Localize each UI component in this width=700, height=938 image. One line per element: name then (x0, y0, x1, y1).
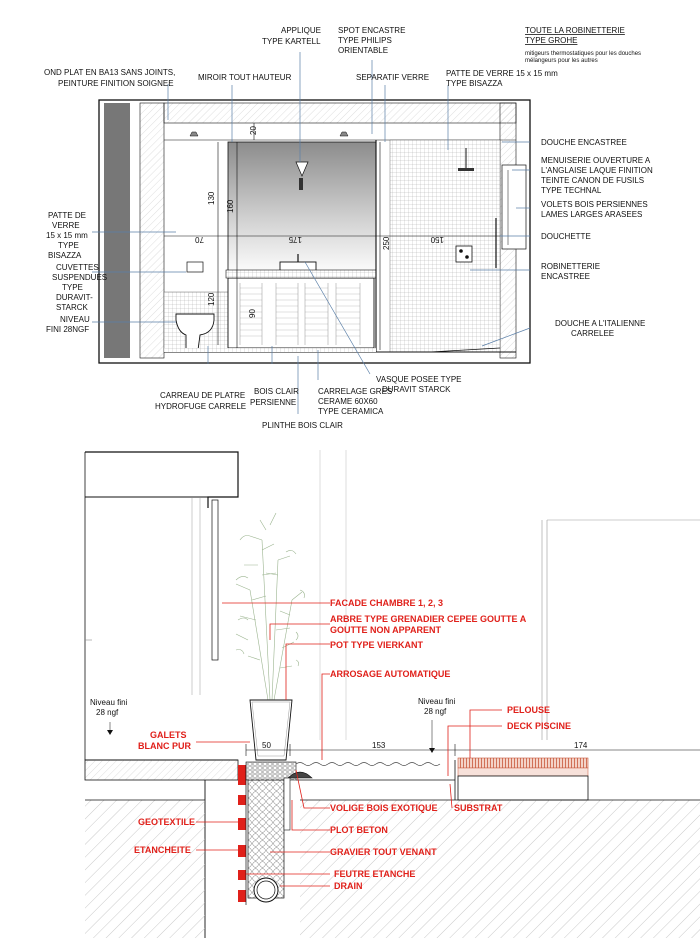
label-feutre: FEUTRE ETANCHE (334, 869, 416, 879)
label-etancheite: ETANCHEITE (134, 845, 191, 855)
dim-130: 130 (207, 191, 216, 205)
left-wall-section (104, 103, 130, 358)
dim-70: 70 (195, 235, 204, 244)
dim-153: 153 (372, 741, 386, 750)
label-miroir: MIROIR TOUT HAUTEUR (198, 73, 292, 82)
label-volets: VOLETS BOIS PERSIENNES LAMES LARGES ARASEES (541, 200, 648, 219)
label-gravier: GRAVIER TOUT VENANT (330, 847, 437, 857)
countertop (226, 270, 376, 278)
waterproof-membrane (238, 765, 246, 902)
label-robinetterie-encastree: ROBINETTERIE ENCASTREE (541, 262, 601, 281)
dim-174: 174 (574, 741, 588, 750)
label-drain: DRAIN (334, 881, 363, 891)
label-pot: POT TYPE VIERKANT (330, 640, 424, 650)
label-carreau: CARREAU DE PLATRE HYDROFUGE CARRELE (155, 391, 247, 411)
dim-160: 160 (226, 199, 235, 213)
label-facade: FACADE CHAMBRE 1, 2, 3 (330, 598, 444, 608)
label-vasque: VASQUE POSEE TYPE DURAVIT STARCK (376, 375, 462, 394)
wall-light-bulb (299, 178, 303, 190)
pomegranate-tree (236, 513, 305, 700)
label-menuiserie: MENUISERIE OUVERTURE A L'ANGLAISE LAQUE FINITION TEINTE CANON DE FUSILS TYPE TECHNAL (541, 156, 653, 195)
label-patte-top: PATTE DE VERRE 15 x 15 mm TYPE BISAZZA (446, 69, 558, 88)
dim-120: 120 (207, 292, 216, 306)
label-volige: VOLIGE BOIS EXOTIQUE (330, 803, 438, 813)
ceiling-slab (164, 103, 516, 123)
left-wall-hatch (140, 103, 164, 358)
label-plafond: OND PLAT EN BA13 SANS JOINTS, PEINTURE FINITION SOIGNEE (44, 68, 176, 88)
label-bois-clair: BOIS CLAIR PERSIENNE (250, 387, 299, 407)
label-plot: PLOT BETON (330, 825, 388, 835)
terrace-slab (85, 760, 238, 780)
flush-plate (187, 262, 203, 272)
drain-pipe (254, 878, 278, 902)
label-galets: GALETS BLANC PUR (138, 730, 191, 751)
label-cuvettes: CUVETTES SUSPENDUES TYPE DURAVIT-STARCK (52, 263, 108, 312)
label-douchette: DOUCHETTE (541, 232, 591, 241)
label-applique: APPLIQUE TYPE KARTELL (262, 26, 322, 46)
label-pelouse: PELOUSE (507, 705, 551, 715)
label-substrat: SUBSTRAT (454, 803, 503, 813)
label-separatif: SEPARATIF VERRE (356, 73, 430, 82)
terrace-section (85, 450, 700, 938)
pool-deck (458, 776, 588, 800)
lawn-strip (458, 758, 588, 768)
label-arbre: ARBRE TYPE GRENADIER CEPEE GOUTTE A GOUTTE NON APPARENT (330, 614, 527, 635)
window-opening (502, 165, 526, 249)
label-robinetterie-title: TOUTE LA ROBINETTERIE TYPE GROHE (525, 26, 625, 45)
label-arrosage: ARROSAGE AUTOMATIQUE (330, 669, 451, 679)
shower-mixer-icon (456, 246, 472, 262)
label-plinthe: PLINTHE BOIS CLAIR (262, 421, 343, 430)
dim-250: 250 (382, 236, 391, 250)
label-robinetterie-note: mitigeurs thermostatiques pour les douches mélangeurs pour les autres (525, 51, 642, 64)
label-spot: SPOT ENCASTRE TYPE PHILIPS ORIENTABLE (338, 26, 406, 55)
dim-20: 20 (249, 126, 258, 135)
section-dimensions (246, 744, 700, 756)
spot-right-icon (340, 132, 348, 136)
dim-90: 90 (248, 309, 257, 318)
label-niveau-fini-top: NIVEAU FINI 28NGF (46, 315, 90, 334)
label-carrelage: CARRELAGE GRES CERAME 60X60 TYPE CERAMICA (318, 387, 393, 416)
label-geotextile: GEOTEXTILE (138, 817, 196, 827)
shower-head-icon (458, 168, 474, 171)
bathroom-elevation (44, 26, 653, 430)
facade-column (212, 500, 218, 660)
spot-left-icon (190, 132, 198, 136)
label-niveau-fini-left: Niveau fini 28 ngf (90, 698, 128, 717)
label-niveau-fini-right: Niveau fini 28 ngf (418, 697, 456, 716)
label-patte-left: PATTE DE VERRE 15 x 15 mm TYPE BISAZZA (46, 211, 88, 260)
vierkant-pot (250, 700, 292, 760)
shower-wall-tiles (390, 140, 500, 352)
dim-50: 50 (262, 741, 271, 750)
dim-150: 150 (430, 235, 444, 244)
label-douche-encastree: DOUCHE ENCASTREE (541, 138, 627, 147)
dim-175: 175 (288, 235, 302, 244)
label-douche-italienne: DOUCHE A L'ITALIENNE CARRELEE (555, 319, 646, 338)
label-deck: DECK PISCINE (507, 721, 572, 731)
